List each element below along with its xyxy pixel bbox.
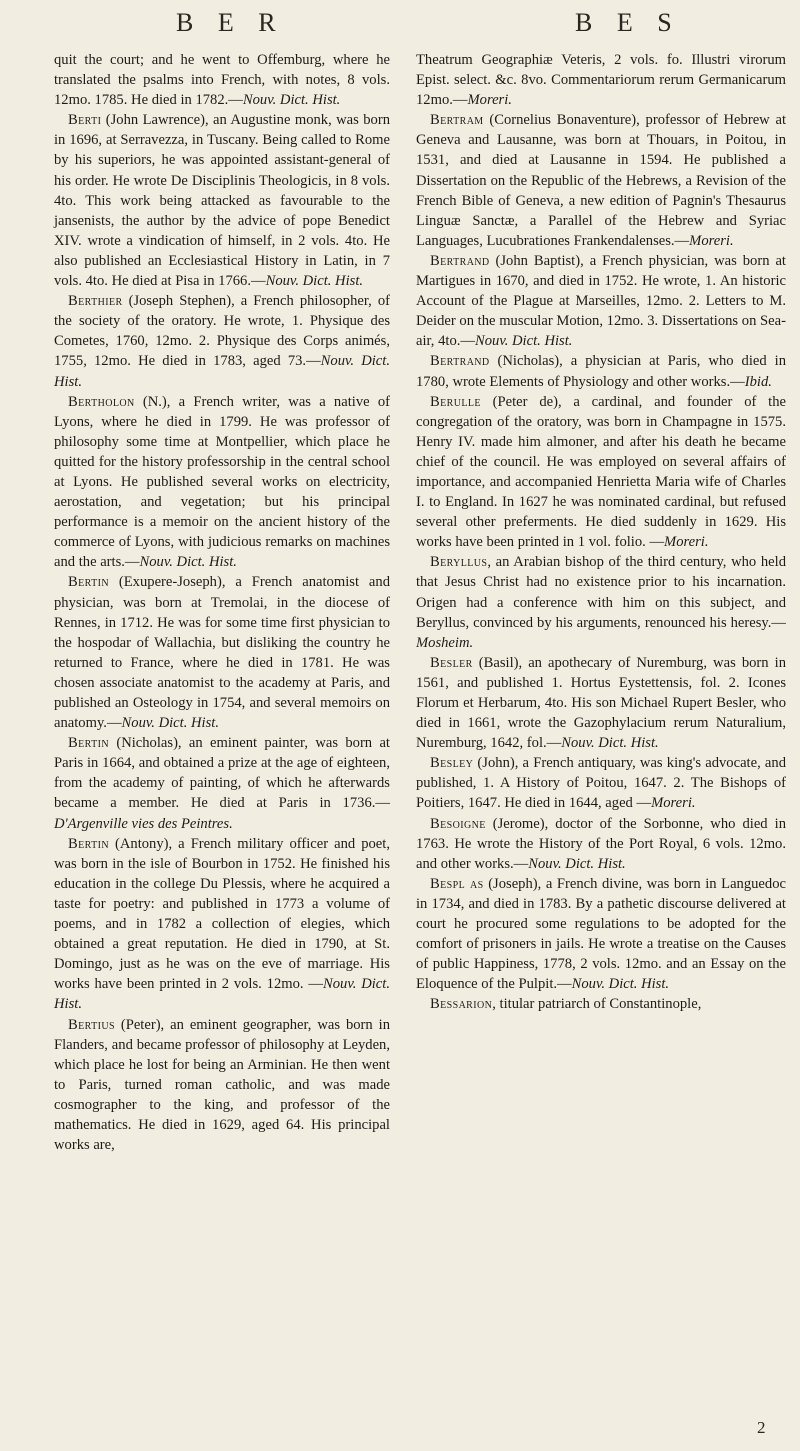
dictionary-entry xyxy=(416,251,786,351)
entry-body: (N.), a French writer, was a native of Lyons, where he died in 1799. He was professor of philosophy some time at Montpellier, which place he quitted for the history professorship in the central school at Lyons. He published several works on electricity, aerostation, and vegetation; but his principal performance is a memoir on the ancient history of the commerce of Lyons, with judicious remarks on machines and the arts.— xyxy=(54,393,390,571)
entry-headword: Bertin xyxy=(68,835,109,852)
dictionary-entry xyxy=(54,572,390,733)
entry-headword: Bertholon xyxy=(68,393,135,410)
dictionary-entry xyxy=(416,50,786,110)
left-column xyxy=(54,50,390,1155)
entry-headword: Bessarion xyxy=(430,996,493,1013)
dictionary-entry xyxy=(416,814,786,874)
signature-mark: 2 xyxy=(757,1418,766,1437)
entry-headword: Bertin xyxy=(68,574,109,591)
entry-source: Nouv. Dict. Hist. xyxy=(242,92,341,109)
entry-source: Moreri. xyxy=(664,534,709,551)
entry-source: Nouv. Dict. Hist. xyxy=(265,273,364,290)
entry-headword: Berulle xyxy=(430,393,481,410)
entry-body: (Cornelius Bonaventure), professor of Hebrew at Geneva and Lausanne, was born at Thouars, in Poitou, in 1531, and died at Lausanne in 1594. He published a Dissertation on the Republic of the Hebrews, a Revision of the French Bible of Geneva, a new edition of Pagnin's Thesaurus Linguæ Sanctæ, a Parallel of the Hebrew and Syriac Languages, Lucubrationes Frankendalenses.— xyxy=(416,112,786,249)
entry-body: (Peter de), a cardinal, and founder of the congregation of the oratory, was born in Champagne in 1575. Henry IV. made him almoner, and after his death he became chief of the council. He was employed on several affairs of importance, and accompanied Henrietta Maria wife of Charles I. to England. In 1627 he was nominated cardinal, but refused several other preferments. He died suddenly in 1629. His works have been printed in 1 vol. folio. — xyxy=(416,393,786,551)
entry-body: (Jerome), doctor of the Sorbonne, who died in 1763. He wrote the History of the Port Royal, 6 vols. 12mo. and other works.— xyxy=(416,815,786,872)
dictionary-entry xyxy=(54,1015,390,1156)
dictionary-entry xyxy=(416,753,786,813)
entry-body: (John Baptist), a French physician, was born at Martigues in 1670, and died in 1752. He wrote, 1. An historic Account of the Plague at Marseilles, 12mo. 2. Letters to M. Deider on the muscular Motion, 12mo. 3. Dissertations on Sea-air, 4to.— xyxy=(416,252,786,350)
entry-source: D'Argenville vies des Peintres. xyxy=(54,815,233,832)
dictionary-entry xyxy=(54,50,390,110)
entry-headword: Bespl as xyxy=(430,875,484,892)
entry-headword: Bertin xyxy=(68,735,109,752)
entry-headword: Besler xyxy=(430,654,473,671)
entry-source: Mosheim. xyxy=(416,634,474,651)
entry-body: (Peter), an eminent geographer, was born in Flanders, and became professor of philosophy at Leyden, which place he lost for being an Arminian. He then went to Paris, turned roman catholic, and was made cosmographer to the king, and professor of the mathematics. He died in 1629, aged 64. His principal works are, xyxy=(54,1016,390,1154)
header-left: B E R xyxy=(176,8,285,37)
dictionary-entry xyxy=(54,110,390,291)
dictionary-entry xyxy=(416,110,786,251)
entry-headword: Bertius xyxy=(68,1016,115,1033)
entry-source: Moreri. xyxy=(467,92,512,109)
entry-source: Moreri. xyxy=(689,232,734,249)
dictionary-entry xyxy=(416,874,786,995)
dictionary-entry xyxy=(416,653,786,753)
entry-source: Ibid. xyxy=(744,373,772,390)
entry-body: (Basil), an apothecary of Nuremburg, was born in 1561, and published 1. Hortus Eystettensis, fol. 2. Icones Florum et Herbarum, 4to. His son Michael Rupert Besler, who died in 1661, wrote the Gazophylacium rerum Naturalium, Nuremburg, 1642, fol.— xyxy=(416,654,786,752)
entry-headword: Bertrand xyxy=(430,252,490,269)
entry-body: (Nicholas), an eminent painter, was born at Paris in 1664, and obtained a prize at the age of eighteen, from the academy of painting, of which he afterwards became a member. He died at Paris in 1736.— xyxy=(54,735,390,812)
entry-body: (Nicholas), a physician at Paris, who died in 1780, wrote Elements of Physiology and other works.— xyxy=(416,353,786,390)
entry-source: Nouv. Dict. Hist. xyxy=(54,976,390,1013)
entry-source: Nouv. Dict. Hist. xyxy=(121,715,219,732)
entry-source: Moreri. xyxy=(651,795,696,812)
entry-body: (John), a French antiquary, was king's advocate, and published, 1. A History of Poitou, 1647. 2. The Bishops of Poitiers, 1647. He died in 1644, aged — xyxy=(416,755,786,812)
entry-body: , titular patriarch of Constantinople, xyxy=(492,996,702,1013)
entry-headword: Berti xyxy=(68,112,102,129)
entry-source: Nouv. Dict. Hist. xyxy=(475,333,573,350)
entry-source: Nouv. Dict. Hist. xyxy=(561,735,659,752)
dictionary-entry xyxy=(54,291,390,391)
dictionary-entry xyxy=(416,994,786,1014)
entry-body: , an Arabian bishop of the third century, who held that Jesus Christ had no existence prior to his incarnation. Origen had a conference with him on this subject, and Beryllus, convinced by his arguments, renounced his heresy.— xyxy=(416,554,786,631)
entry-headword: Besley xyxy=(430,755,474,772)
entry-body: (Joseph Stephen), a French philosopher, of the society of the oratory. He wrote, 1. Physique des Cometes, 1760, 12mo. 2. Physique des Corps animés, 1755, 12mo. He died in 1783, aged 73.— xyxy=(54,293,390,370)
entry-body: (John Lawrence), an Augustine monk, was born in 1696, at Serravezza, in Tuscany. Being called to Rome by his superiors, he was appointed assistant-general of his order. He wrote De Disciplinis Theologicis, in 8 vols. 4to. This work being attacked as favourable to the jansenists, the author by the advice of pope Benedict XIV. wrote a vindication of himself, in 2 vols. 4to. He also published an Ecclesiastical History in Latin, in 7 vols. 4to. He died at Pisa in 1766.— xyxy=(54,112,390,290)
entry-body: quit the court; and he went to Offemburg, where he translated the psalms into French, with notes, 8 vols. 12mo. 1785. He died in 1782.— xyxy=(54,52,390,109)
entry-source: Nouv. Dict. Hist. xyxy=(54,353,390,390)
dictionary-entry xyxy=(54,733,390,833)
entry-headword: Berthier xyxy=(68,293,123,310)
entry-body: (Exupere-Joseph), a French anatomist and physician, was born at Tremolai, in the diocese of Rennes, in 1712. He was for some time first physician to the hospodar of Wallachia, but disliking the country he returned to France, where he died in 1781. He was chosen associate anatomist to the academy at Paris, and published an Osteology in 1754, and several memoirs on anatomy.— xyxy=(54,574,390,732)
entry-headword: Bertrand xyxy=(430,353,490,370)
entry-headword: Bertram xyxy=(430,112,484,129)
entry-body: (Antony), a French military officer and poet, was born in the isle of Bourbon in 1752. He finished his education in the college Du Plessis, where he acquired a taste for poetry: and published in 1773 a volume of poems, and in 1782 a collection of elegies, which obtained a great reputation. He died in 1790, at St. Domingo, just as he was on the eve of marriage. His works have been printed in 2 vols. 12mo. — xyxy=(54,835,390,993)
header-right: B E S xyxy=(575,8,681,37)
running-header xyxy=(0,8,800,48)
dictionary-entry xyxy=(416,552,786,652)
right-column xyxy=(416,50,786,1440)
entry-body: (Joseph), a French divine, was born in Languedoc in 1734, and died in 1783. By a pathetic discourse delivered at court he procured some regulations to be adopted for the comfort of prisoners in jails. He wrote a treatise on the Causes of public Happiness, 1778, 2 vols. 12mo. and an Essay on the Eloquence of the Pulpit.— xyxy=(416,875,786,993)
entry-source: Nouv. Dict. Hist. xyxy=(139,554,237,571)
dictionary-entry xyxy=(416,351,786,391)
entry-headword: Besoigne xyxy=(430,815,486,832)
entry-headword: Beryllus xyxy=(430,554,488,571)
entry-source: Nouv. Dict. Hist. xyxy=(528,855,626,872)
dictionary-entry xyxy=(54,834,390,1015)
entry-source: Nouv. Dict. Hist. xyxy=(571,976,670,993)
entry-body: Theatrum Geographiæ Veteris, 2 vols. fo. Illustri virorum Epist. select. &c. 8vo. Commentariorum rerum Germanicarum 12mo.— xyxy=(416,52,786,109)
dictionary-entry xyxy=(54,392,390,573)
dictionary-entry xyxy=(416,392,786,553)
